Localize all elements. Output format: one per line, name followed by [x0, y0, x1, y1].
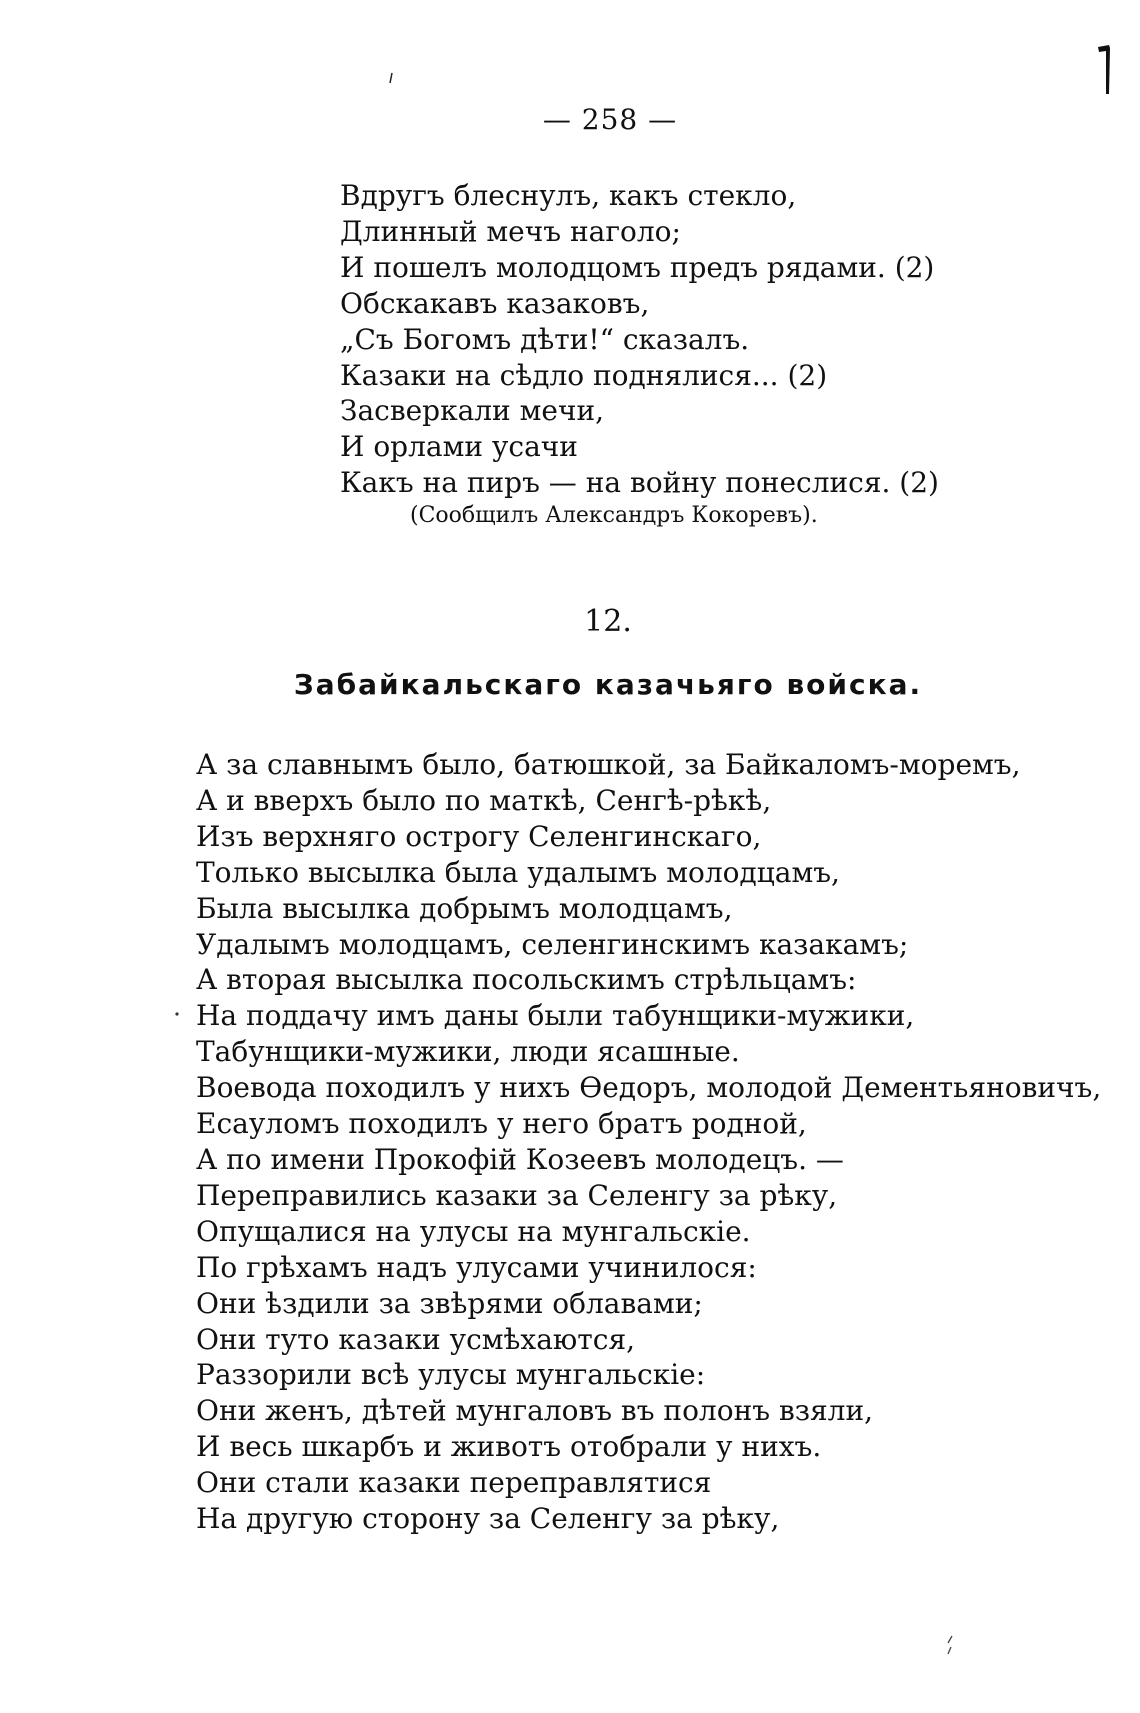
poem-line: Казаки на сѣдло поднялися... (2): [340, 358, 828, 392]
scan-speck: [174, 1011, 180, 1017]
poem-line: Удалымъ молодцамъ, селенгинскимъ казакамъ;: [196, 927, 909, 961]
poem-line: На поддачу имъ даны были табунщики-мужики,: [196, 999, 915, 1033]
poem-line: „Съ Богомъ дѣти!“ сказалъ.: [340, 322, 750, 356]
poem-line: Есауломъ походилъ у него братъ родной,: [196, 1107, 807, 1141]
poem-line: Они стали казаки переправлятися: [196, 1466, 712, 1500]
poem-line: А и вверхъ было по маткѣ, Сенгѣ-рѣкѣ,: [196, 783, 772, 817]
scan-speck: [946, 1635, 954, 1655]
poem-line: Длинный мечъ наголо;: [340, 214, 681, 248]
poem-line: И орлами усачи: [340, 430, 578, 464]
poem-line: Вдругъ блеснулъ, какъ стекло,: [340, 179, 797, 212]
poem-line: Они женъ, дѣтей мунгаловъ въ полонъ взяли,: [196, 1394, 874, 1428]
scan-speck: [388, 72, 394, 84]
attribution: (Сообщилъ Александръ Кокоревъ).: [410, 503, 818, 528]
page-number: — 258 —: [542, 103, 678, 136]
poem-line: На другую сторону за Селенгу за рѣку,: [196, 1502, 780, 1536]
poem-line: А вторая высылка посольскимъ стрѣльцамъ:: [196, 963, 857, 997]
poem-line: Они ѣздили за звѣрями облавами;: [196, 1286, 703, 1320]
poem-line: Только высылка была удалымъ молодцамъ,: [196, 855, 840, 889]
poem-line: И пошелъ молодцомъ предъ рядами. (2): [340, 250, 935, 284]
top-poem: [340, 178, 939, 501]
poem-line: Табунщики-мужики, люди ясашные.: [196, 1035, 740, 1069]
poem-line: По грѣхамъ надъ улусами учинилося:: [196, 1250, 757, 1284]
poem-line: Обскакавъ казаковъ,: [340, 286, 650, 320]
poem-line: Какъ на пиръ — на войну понеслися. (2): [340, 466, 939, 500]
section-title: Забайкальскаго казачьяго войска.: [293, 668, 923, 701]
poem-line: А по имени Прокофiй Козеевъ молодецъ. —: [196, 1142, 844, 1176]
main-poem: [196, 747, 1101, 1537]
poem-line: Засверкали мечи,: [340, 394, 605, 428]
poem-line: Была высылка добрымъ молодцамъ,: [196, 891, 733, 925]
corner-scan-mark: [1097, 44, 1113, 96]
poem-line: А за славнымъ было, батюшкой, за Байкаломъ-моремъ,: [196, 748, 1021, 781]
poem-line: Переправились казаки за Селенгу за рѣку,: [196, 1178, 838, 1212]
poem-line: Изъ верхняго острогу Селенгинскаго,: [196, 819, 762, 853]
poem-line: Они туто казаки усмѣхаются,: [196, 1322, 636, 1356]
section-number: 12.: [584, 604, 632, 639]
poem-line: И весь шкарбъ и животъ отобрали у нихъ.: [196, 1430, 822, 1464]
poem-line: Воевода походилъ у нихъ Өедоръ, молодой Дементьяновичъ,: [196, 1071, 1102, 1105]
poem-line: Опущалися на улусы на мунгальскiе.: [196, 1214, 751, 1248]
poem-line: Раззорили всѣ улусы мунгальскiе:: [196, 1358, 706, 1392]
